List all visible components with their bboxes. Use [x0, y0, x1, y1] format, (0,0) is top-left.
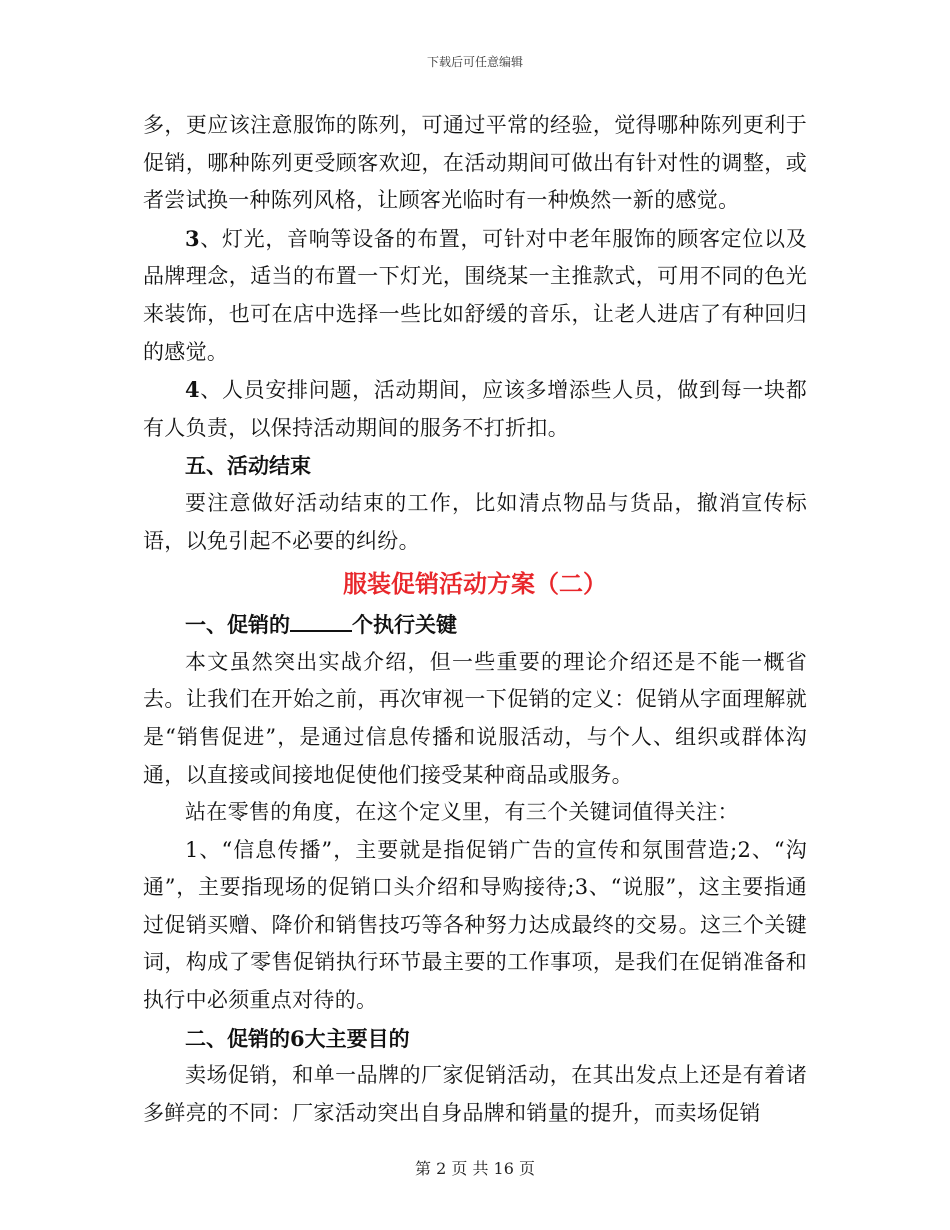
paragraph-3-text: 、人员安排问题，活动期间，应该多增添些人员，做到每一块都有人负责，以保持活动期间的服务不打折扣。: [143, 378, 807, 440]
heading-1-prefix: 一、促销的: [185, 612, 290, 638]
section-heading-2: 二、促销的6大主要目的: [185, 1025, 410, 1051]
paragraph-2-text: 、灯光，音响等设备的布置，可针对中老年服饰的顾客定位以及品牌理念，适当的布置一下灯光，围绕某一主推款式，可用不同的色光来装饰，也可在店中选择一些比如舒缓的音乐，让老人进店了有种回归的感觉。: [143, 226, 807, 364]
paragraph-2: [143, 220, 807, 371]
paragraph-4: 要注意做好活动结束的工作，比如清点物品与货品，撤消宣传标语，以免引起不必要的纠纷。: [143, 490, 807, 553]
document-body: [143, 107, 807, 1132]
section-heading-5: 五、活动结束: [185, 453, 311, 479]
document-title: 服装促销活动方案（二）: [343, 569, 607, 599]
list-number-3: 3: [185, 225, 200, 251]
paragraph-1: 多，更应该注意服饰的陈列，可通过平常的经验，觉得哪种陈列更利于促销，哪种陈列更受顾客欢迎，在活动期间可做出有针对性的调整，或者尝试换一种陈列风格，让顾客光临时有一种焕然一新的感觉。: [143, 113, 807, 213]
list-number-4: 4: [185, 377, 200, 403]
paragraph-3: [143, 371, 807, 447]
blank-underline: [290, 612, 352, 632]
paragraph-6: 站在零售的角度，在这个定义里，有三个关键词值得关注：: [185, 800, 739, 825]
heading-1-suffix: 个执行关键: [352, 612, 457, 638]
header-note: 下载后可任意编辑: [426, 55, 523, 69]
paragraph-5: 本文虽然突出实战介绍，但一些重要的理论介绍还是不能一概省去。让我们在开始之前，再次审视一下促销的定义：促销从字面理解就是“销售促进”，是通过信息传播和说服活动，与个人、组织或群体沟通，以直接或间接地促使他们接受某种商品或服务。: [143, 649, 807, 787]
page-footer: 第 2 页 共 16 页: [415, 1159, 535, 1178]
paragraph-7: 1、“信息传播”，主要就是指促销广告的宣传和氛围营造;2、“沟通”，主要指现场的促销口头介绍和导购接待;3、“说服”，这主要指通过促销买赠、降价和销售技巧等各种努力达成最终的交易。这三个关键词，构成了零售促销执行环节最主要的工作事项，是我们在促销准备和执行中必须重点对待的。: [143, 837, 807, 1013]
paragraph-8: 卖场促销，和单一品牌的厂家促销活动，在其出发点上还是有着诸多鲜亮的不同：厂家活动突出自身品牌和销量的提升，而卖场促销: [143, 1063, 807, 1125]
section-heading-1: [143, 606, 807, 644]
